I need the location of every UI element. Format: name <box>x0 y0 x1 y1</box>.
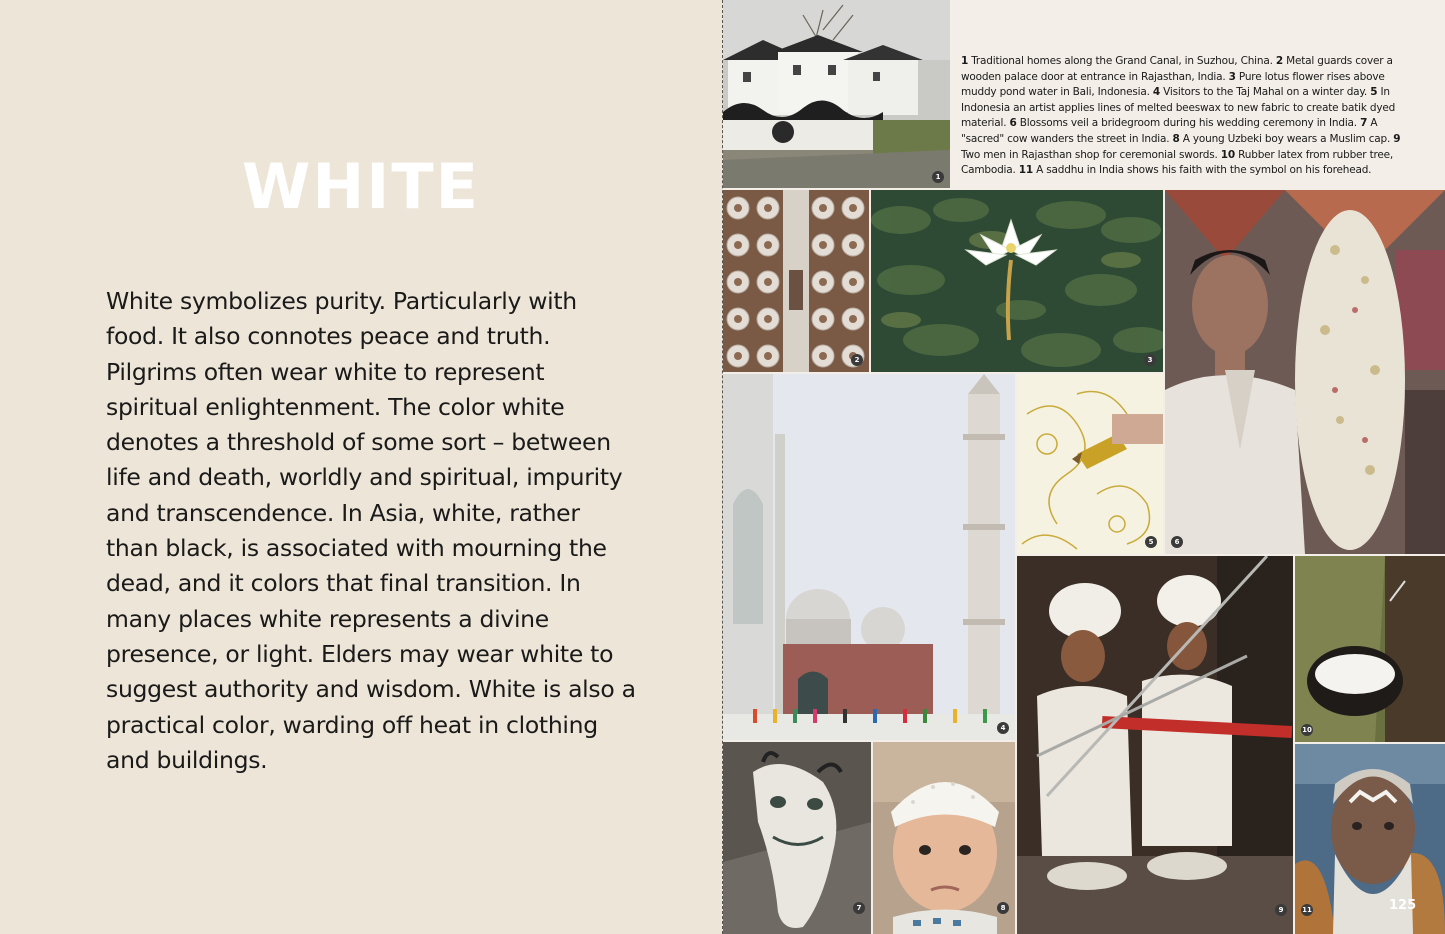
photo-number-badge: 5 <box>1145 536 1157 548</box>
photo-lotus-flower <box>871 190 1163 372</box>
photo-taj-mahal <box>723 374 1015 740</box>
photo-suzhou-canal <box>723 0 950 188</box>
photo-uzbek-boy <box>873 742 1015 934</box>
photo-number-badge: 6 <box>1171 536 1183 548</box>
body-paragraph: White symbolizes purity. Particularly with food. It also connotes peace and truth. Pilgrims often wear white to represent spiritual enlightenment. The color white denotes a threshold of some sort – between life and death, worldly and spiritual, impurity and transcendence. In Asia, white, rather than black, is associated with mourning the dead, and it colors that final transition. In many places white represents a divine presence, or light. Elders may wear white to suggest authority and wisdom. White is also a practical color, warding off heat in clothing and buildings. <box>106 287 636 774</box>
photo-captions: 1 Traditional homes along the Grand Canal, in Suzhou, China. 2 Metal guards cover a wooden palace door at entrance in Rajasthan, India. 3 Pure lotus flower rises above muddy pond water in Bali, Indonesia. 4 Visitors to the Taj Mahal on a winter day. 5 In Indonesia an artist applies lines of melted beeswax to new fabric to create batik dyed material. 6 Blossoms veil a bridegroom during his wedding ceremony in India. 7 A "sacred" cow wanders the street in India. 8 A young Uzbeki boy wears a Muslim cap. 9 Two men in Rajasthan shop for ceremonial swords. 10 Rubber latex from rubber tree, Cambodia. 11 A saddhu in India shows his faith with the symbol on his forehead. <box>961 55 1401 177</box>
photo-bridegroom <box>1165 190 1445 554</box>
photo-number-badge: 7 <box>853 902 865 914</box>
photo-number-badge: 3 <box>1144 354 1156 366</box>
photo-number-badge: 2 <box>851 354 863 366</box>
photo-saddhu <box>1295 744 1445 934</box>
photo-rubber-latex <box>1295 556 1445 742</box>
photo-number-badge: 8 <box>997 902 1009 914</box>
page-title: WHITE <box>242 150 480 223</box>
photo-batik-wax <box>1017 374 1163 554</box>
photo-palace-door <box>723 190 869 372</box>
photo-number-badge: 4 <box>997 722 1009 734</box>
photo-sword-shoppers <box>1017 556 1293 934</box>
photo-number-badge: 11 <box>1302 906 1312 914</box>
photo-number-badge: 1 <box>932 171 944 183</box>
photo-sacred-cow <box>723 742 871 934</box>
photo-number-badge: 9 <box>1275 904 1287 916</box>
left-page <box>0 0 722 934</box>
page-number: 125 <box>1389 898 1417 913</box>
photo-number-badge: 10 <box>1302 726 1312 734</box>
